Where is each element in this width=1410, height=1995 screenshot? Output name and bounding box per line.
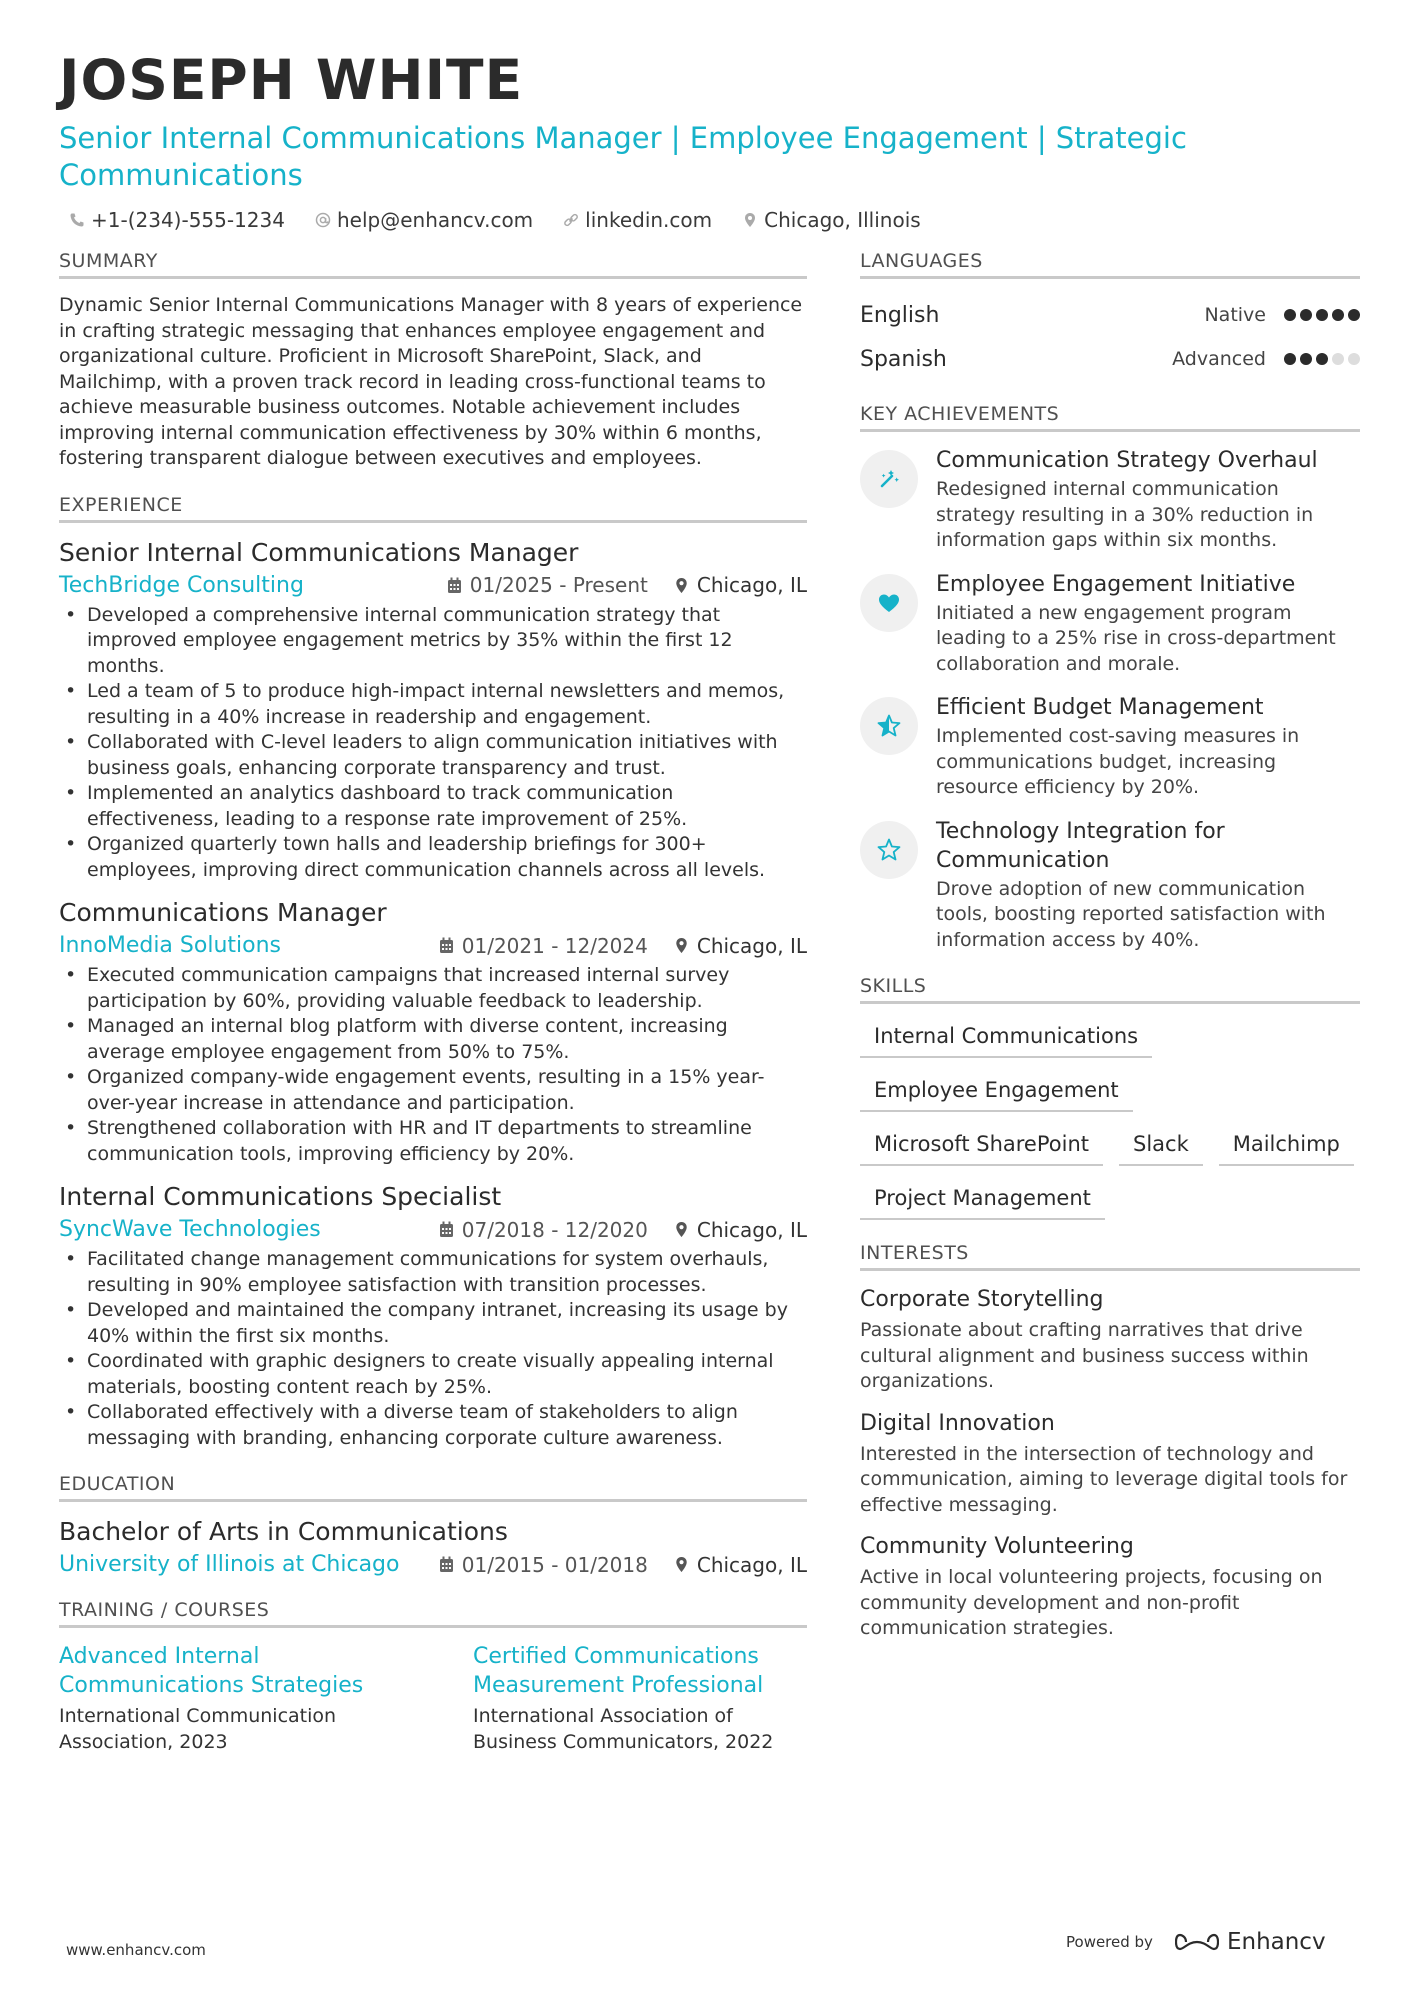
contact-phone: +1-(234)-555-1234 [69,208,285,232]
company-name: TechBridge Consulting [59,572,304,598]
education-heading: EDUCATION [59,1473,807,1502]
location-pin-icon [674,577,689,594]
achievements-section [860,403,1360,953]
achievement-desc: Initiated a new engagement program leading to a 25% rise in cross-department collaboration and morale. [936,601,1336,675]
proficiency-dot-empty [1332,353,1344,365]
proficiency-dot-filled [1316,309,1328,321]
language-level: Advanced [1172,348,1266,370]
education-meta [59,1552,807,1577]
achievement-title: Technology Integration for Communication [936,818,1225,873]
proficiency-dot-filled [1300,309,1312,321]
calendar-icon [439,1556,454,1573]
candidate-title: Senior Internal Communications Manager | Employee Engagement | Strategic Communications [59,121,1187,192]
skill-tag: Employee Engagement [860,1072,1133,1112]
job-bullet: • Collaborated with C-level leaders to align communication initiatives with business goals, enhancing corporate transparency and trust. [59,730,807,781]
calendar-icon [439,937,454,954]
education-dates: 01/2015 - 01/2018 [439,1553,648,1577]
company-name: InnoMedia Solutions [59,933,281,958]
job-bullet: • Facilitated change management communications for system overhauls, resulting in 90% employee satisfaction with transition processes. [59,1247,807,1298]
star-outline-icon [876,837,902,863]
job-dates: 01/2025 - Present [447,573,648,597]
achievement-title: Communication Strategy Overhaul [936,448,1318,473]
job-location: Chicago, IL [674,573,807,597]
job-title: Senior Internal Communications Manager [59,537,579,567]
achievement-title: Employee Engagement Initiative [936,571,1296,597]
languages-heading: LANGUAGES [860,250,1360,279]
skill-tag: Mailchimp [1219,1126,1354,1166]
job-title: Communications Manager [59,898,387,927]
achievement-desc: Implemented cost-saving measures in communications budget, increasing resource efficiency by 20%. [936,725,1300,798]
proficiency-dot-filled [1332,309,1344,321]
heart-icon [876,590,902,616]
job-bullet: • Strengthened collaboration with HR and IT departments to streamline communication tools, improving efficiency by 20%. [59,1116,807,1167]
location-pin-icon [674,937,689,954]
achievement-desc: Redesigned internal communication strategy resulting in a 30% reduction in information gaps within six months. [936,478,1314,551]
proficiency-dot-filled [1284,309,1296,321]
skills-heading: SKILLS [860,975,1360,1004]
job-bullets [59,603,807,884]
right-column [860,250,1360,1664]
achievement-title: Efficient Budget Management [936,695,1264,720]
job-dates: 01/2021 - 12/2024 [439,934,648,958]
experience-section [59,494,807,1452]
course-org: International Communication Association, 2023 [59,1705,337,1753]
proficiency-dot-filled [1316,353,1328,365]
contact-location: Chicago, Illinois [742,208,921,232]
proficiency-dot-empty [1348,353,1360,365]
proficiency-dots [1284,353,1360,365]
language-row [860,293,1360,337]
proficiency-dots [1284,309,1360,321]
achievement-entry [860,570,1360,678]
phone-icon [69,212,85,228]
interest-entry [860,1285,1360,1395]
training-heading: TRAINING / COURSES [59,1599,807,1628]
job-bullet: • Implemented an analytics dashboard to track communication effectiveness, leading to a response rate improvement of 25%. [59,781,807,832]
interest-desc: Active in local volunteering projects, focusing on community development and non-profit communication strategies. [860,1566,1323,1639]
interest-desc: Passionate about crafting narratives that drive cultural alignment and business success within organizations. [860,1319,1309,1392]
star-half-icon [876,713,902,739]
language-name: Spanish [860,346,947,372]
skill-tag: Internal Communications [860,1018,1152,1058]
left-column [59,250,807,1777]
skill-tag: Microsoft SharePoint [860,1126,1103,1166]
location-pin-icon [674,1221,689,1238]
job-meta [59,1217,807,1242]
job-bullets [59,963,807,1167]
job-location: Chicago, IL [674,1218,807,1242]
job-location: Chicago, IL [674,934,807,958]
interest-entry [860,1409,1360,1519]
language-level: Native [1204,304,1266,326]
skill-tag: Project Management [860,1180,1105,1220]
skills-list [860,1018,1360,1220]
wand-icon [876,466,902,492]
powered-by-label: Powered by [1066,1933,1153,1951]
enhancv-logo-icon [1175,1931,1219,1953]
contact-linkedin[interactable]: linkedin.com [563,208,712,232]
interests-section [860,1242,1360,1642]
course-title: Certified Communications Measurement Professional [473,1644,764,1698]
job-bullet: • Coordinated with graphic designers to create visually appealing internal materials, boosting content reach by 25%. [59,1349,807,1400]
training-section [59,1599,807,1755]
proficiency-dot-filled [1284,353,1296,365]
achievement-entry [860,446,1360,554]
degree-title: Bachelor of Arts in Communications [59,1517,508,1546]
language-row [860,337,1360,381]
summary-section [59,250,807,472]
experience-entry [59,537,807,884]
job-dates: 07/2018 - 12/2020 [439,1218,648,1242]
summary-heading: SUMMARY [59,250,807,279]
link-icon [563,212,579,228]
job-meta [59,933,807,958]
job-bullet: • Managed an internal blog platform with diverse content, increasing average employee engagement from 50% to 75%. [59,1014,807,1065]
proficiency-dot-filled [1348,309,1360,321]
location-pin-icon [674,1556,689,1573]
skill-tag: Slack [1119,1126,1203,1166]
contact-email[interactable]: help@enhancv.com [315,208,533,232]
course-title: Advanced Internal Communications Strategies [59,1644,364,1698]
achievement-entry [860,817,1360,954]
interest-title: Digital Innovation [860,1410,1055,1436]
language-name: English [860,302,940,328]
interest-desc: Interested in the intersection of technology and communication, aiming to leverage digital tools for effective messaging. [860,1442,1348,1516]
achievements-heading: KEY ACHIEVEMENTS [860,403,1360,432]
job-bullet: • Collaborated effectively with a diverse team of stakeholders to align messaging with branding, enhancing corporate culture awareness. [59,1400,807,1451]
at-icon [315,212,331,228]
course-entry [59,1642,393,1755]
job-bullet: • Led a team of 5 to produce high-impact internal newsletters and memos, resulting in a 40% increase in readership and engagement. [59,679,807,730]
job-bullet: • Organized quarterly town halls and leadership briefings for 300+ employees, improving direct communication channels across all levels. [59,832,807,883]
brand-name: Enhancv [1226,1929,1326,1955]
education-section [59,1473,807,1577]
job-bullet: • Developed and maintained the company intranet, increasing its usage by 40% within the first six months. [59,1298,807,1349]
achievement-entry [860,693,1360,801]
brand-logo[interactable] [1175,1929,1326,1955]
experience-entry [59,1181,807,1451]
calendar-icon [447,577,462,594]
job-title: Internal Communications Specialist [59,1182,502,1211]
calendar-icon [439,1221,454,1238]
job-bullet: • Organized company-wide engagement events, resulting in a 15% year-over-year increase in attendance and participation. [59,1065,807,1116]
school-name: University of Illinois at Chicago [59,1552,400,1577]
experience-entry [59,897,807,1167]
summary-text: Dynamic Senior Internal Communications Manager with 8 years of experience in crafting strategic messaging that enhances employee engagement and organizational culture. Proficient in Microsoft SharePoint, Slack, and Mailchimp, with a proven track record in leading cross-functional teams to achieve measurable business outcomes. Notable achievement includes improving internal communication effectiveness by 30% within 6 months, fostering transparent dialogue between executives and employees. [59,294,803,469]
interests-heading: INTERESTS [860,1242,1360,1271]
achievement-desc: Drove adoption of new communication tools, boosting reported satisfaction with information access by 40%. [936,877,1326,951]
interest-title: Corporate Storytelling [860,1287,1104,1312]
interest-entry [860,1532,1360,1642]
job-bullet: • Developed a comprehensive internal communication strategy that improved employee engagement metrics by 35% within the first 12 months. [59,603,807,680]
location-pin-icon [742,212,758,228]
job-meta [59,573,807,598]
course-org: International Association of Business Communicators, 2022 [473,1705,774,1753]
contact-row [59,208,1359,232]
languages-section [860,250,1360,381]
proficiency-dot-filled [1300,353,1312,365]
footer-website[interactable]: www.enhancv.com [66,1941,206,1959]
resume-header [59,48,1359,232]
education-location: Chicago, IL [674,1553,807,1577]
experience-heading: EXPERIENCE [59,494,807,523]
candidate-name: JOSEPH WHITE [59,48,524,112]
course-entry [473,1642,807,1755]
interest-title: Community Volunteering [860,1534,1134,1559]
job-bullet: • Executed communication campaigns that increased internal survey participation by 60%, providing valuable feedback to leadership. [59,963,807,1014]
company-name: SyncWave Technologies [59,1217,321,1242]
skills-section [860,975,1360,1220]
footer-branding [1066,1929,1326,1955]
job-bullets [59,1247,807,1451]
